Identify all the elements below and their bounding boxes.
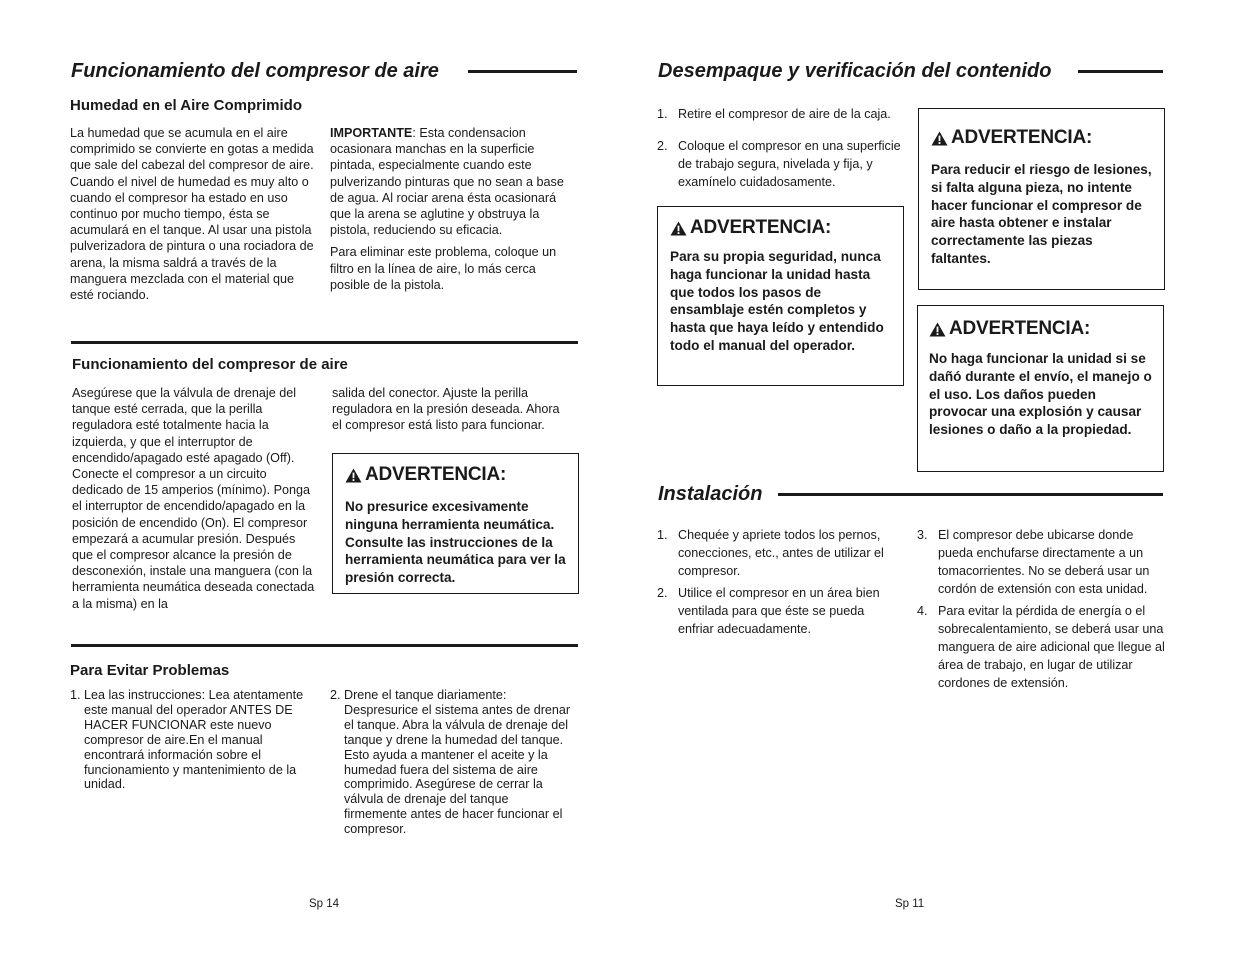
- list-item: [657, 584, 902, 638]
- list-number: 1.: [657, 107, 668, 121]
- warning-box-pressure: [332, 453, 579, 594]
- list-number: 1.: [70, 688, 81, 702]
- right-page-title: Desempaque y verificación del contenido: [658, 60, 1052, 82]
- warning-text: Para reducir el riesgo de lesiones, si falta alguna pieza, no intente hacer funcionar el compresor de aire hasta obtener e instalar correctamente las piezas faltantes.: [931, 162, 1152, 266]
- problems-item-1: [70, 688, 315, 792]
- installation-title: Instalación: [658, 483, 763, 505]
- installation-list-left: [657, 526, 902, 638]
- warning-title-text: ADVERTENCIA:: [690, 217, 832, 238]
- warning-text: No presurice excesivamente ninguna herramienta neumática. Consulte las instrucciones de la herramienta neumática para ver la presión correcta.: [345, 499, 566, 586]
- problems-heading: Para Evitar Problemas: [70, 662, 230, 679]
- problems-item-2: [330, 688, 575, 837]
- page-number-right: Sp 11: [895, 898, 925, 910]
- warning-title: [929, 318, 1155, 340]
- warning-title: [670, 217, 891, 239]
- warning-triangle-icon: [929, 322, 946, 337]
- list-text: Drene el tanque diariamente: Despresurice el sistema antes de drenar el tanque. Abra la válvula de drenaje del tanque y drene la humedad del tanque. Esto ayuda a mantener el aceite y la humedad fuera del sistema de aire comprimido. Asegúrese de cerrar la válvula de drenaje del tanque firmemente antes de hacer funcionar el compresor.: [344, 688, 571, 837]
- warning-box-missing-parts: [918, 108, 1165, 290]
- operation-col1: Asegúrese que la válvula de drenaje del tanque esté cerrada, que la perilla reguladora esté totalmente hacia la izquierda, y que el interruptor de encendido/apagado esté apagado (Off). Conecte el compresor a un circuito dedicado de 15 amperios (mínimo). Ponga el interruptor de encendido/apagado en la posición de encendido (On). El compresor empezará a acumular presión. Después que el compresor alcance la presión de desconexión, instale una manguera (con la herramienta neumática deseada conectada a la misma) en la: [72, 386, 315, 611]
- warning-triangle-icon: [345, 468, 362, 483]
- warning-box-safety: [657, 206, 904, 386]
- important-text: : Esta condensacion ocasionara manchas en la superficie pintada, especialmente cuando este pulverizando pinturas que no sean a base de agua. Al rociar arena ésta ocasionará que la arena se aglutine y obstruya la pistola, reduciendo su eficacia.: [330, 126, 564, 238]
- warning-title-text: ADVERTENCIA:: [365, 464, 507, 485]
- section-divider: [71, 341, 578, 344]
- important-label: IMPORTANTE: [330, 126, 413, 140]
- important-note: [330, 125, 575, 238]
- unpacking-steps: [657, 105, 905, 191]
- list-text: Utilice el compresor en un área bien ventilada para que éste se pueda enfriar adecuadamente.: [678, 586, 880, 636]
- warning-text: No haga funcionar la unidad si se dañó durante el envío, el manejo o el uso. Los daños pueden provocar una explosión y causar lesiones o daño a la propiedad.: [929, 351, 1152, 438]
- warning-box-damage: [917, 305, 1164, 472]
- list-text: Retire el compresor de aire de la caja.: [678, 107, 891, 121]
- humidity-heading: Humedad en el Aire Comprimido: [70, 97, 302, 114]
- humidity-col2: [330, 125, 575, 299]
- warning-title-text: ADVERTENCIA:: [949, 318, 1091, 339]
- list-item: [917, 526, 1165, 598]
- list-text: Para evitar la pérdida de energía o el sobrecalentamiento, se deberá usar una manguera de aire adicional que llegue al área de trabajo, en lugar de utilizar cordones de extensión.: [938, 604, 1165, 690]
- list-number: 2.: [330, 688, 341, 702]
- operation-heading: Funcionamiento del compresor de aire: [72, 356, 348, 373]
- list-item: [657, 137, 905, 191]
- list-text: Coloque el compresor en una superficie de trabajo segura, nivelada y fija, y examínelo cuidadosamente.: [678, 139, 901, 189]
- list-item: [917, 602, 1165, 692]
- right-title-rule: [1078, 70, 1163, 73]
- section-divider: [71, 644, 578, 647]
- list-number: 4.: [917, 604, 928, 618]
- list-text: Chequée y apriete todos los pernos, conecciones, etc., antes de utilizar el compresor.: [678, 528, 884, 578]
- list-number: 2.: [657, 139, 668, 153]
- list-text: Lea las instrucciones: Lea atentamente este manual del operador ANTES DE HACER FUNCIONAR este nuevo compresor de aire.En el manual encontrará información sobre el funcionamiento y mantenimiento de la unidad.: [84, 688, 304, 792]
- list-number: 1.: [657, 528, 668, 542]
- warning-title: [931, 127, 1156, 149]
- warning-title-text: ADVERTENCIA:: [951, 127, 1093, 148]
- list-text: El compresor debe ubicarse donde pueda enchufarse directamente a un tomacorrientes. No se deberá usar un cordón de extensión con esta unidad.: [938, 528, 1150, 596]
- list-number: 2.: [657, 586, 668, 600]
- warning-triangle-icon: [931, 131, 948, 146]
- warning-title: [345, 464, 566, 486]
- page-number-left: Sp 14: [309, 898, 340, 910]
- left-title-rule: [468, 70, 577, 73]
- list-item: [657, 105, 905, 123]
- warning-triangle-icon: [670, 221, 687, 236]
- humidity-col1: La humedad que se acumula en el aire comprimido se convierte en gotas a medida que sale del cabezal del compresor de aire. Cuando el nivel de humedad es muy alto o cuando el compresor ha estado en uso continuo por mucho tiempo, ésta se acumulará en el tanque. Al usar una pistola pulverizadora de pintura o una rociadora de arena, la misma saldrá a través de la manguera mezclada con el material que esté rociando.: [70, 126, 314, 303]
- installation-list-right: [917, 526, 1165, 692]
- installation-title-rule: [778, 493, 1163, 496]
- filter-tip: Para eliminar este problema, coloque un filtro en la línea de aire, lo más cerca posible de la pistola.: [330, 245, 557, 292]
- warning-text: Para su propia seguridad, nunca haga funcionar la unidad hasta que todos los pasos de ensamblaje estén completos y hasta que haya leído y entendido todo el manual del operador.: [670, 249, 884, 353]
- list-number: 3.: [917, 528, 928, 542]
- operation-col2: salida del conector. Ajuste la perilla reguladora en la presión deseada. Ahora el compresor está listo para funcionar.: [332, 386, 560, 433]
- list-item: [657, 526, 902, 580]
- left-page-title: Funcionamiento del compresor de aire: [71, 60, 439, 82]
